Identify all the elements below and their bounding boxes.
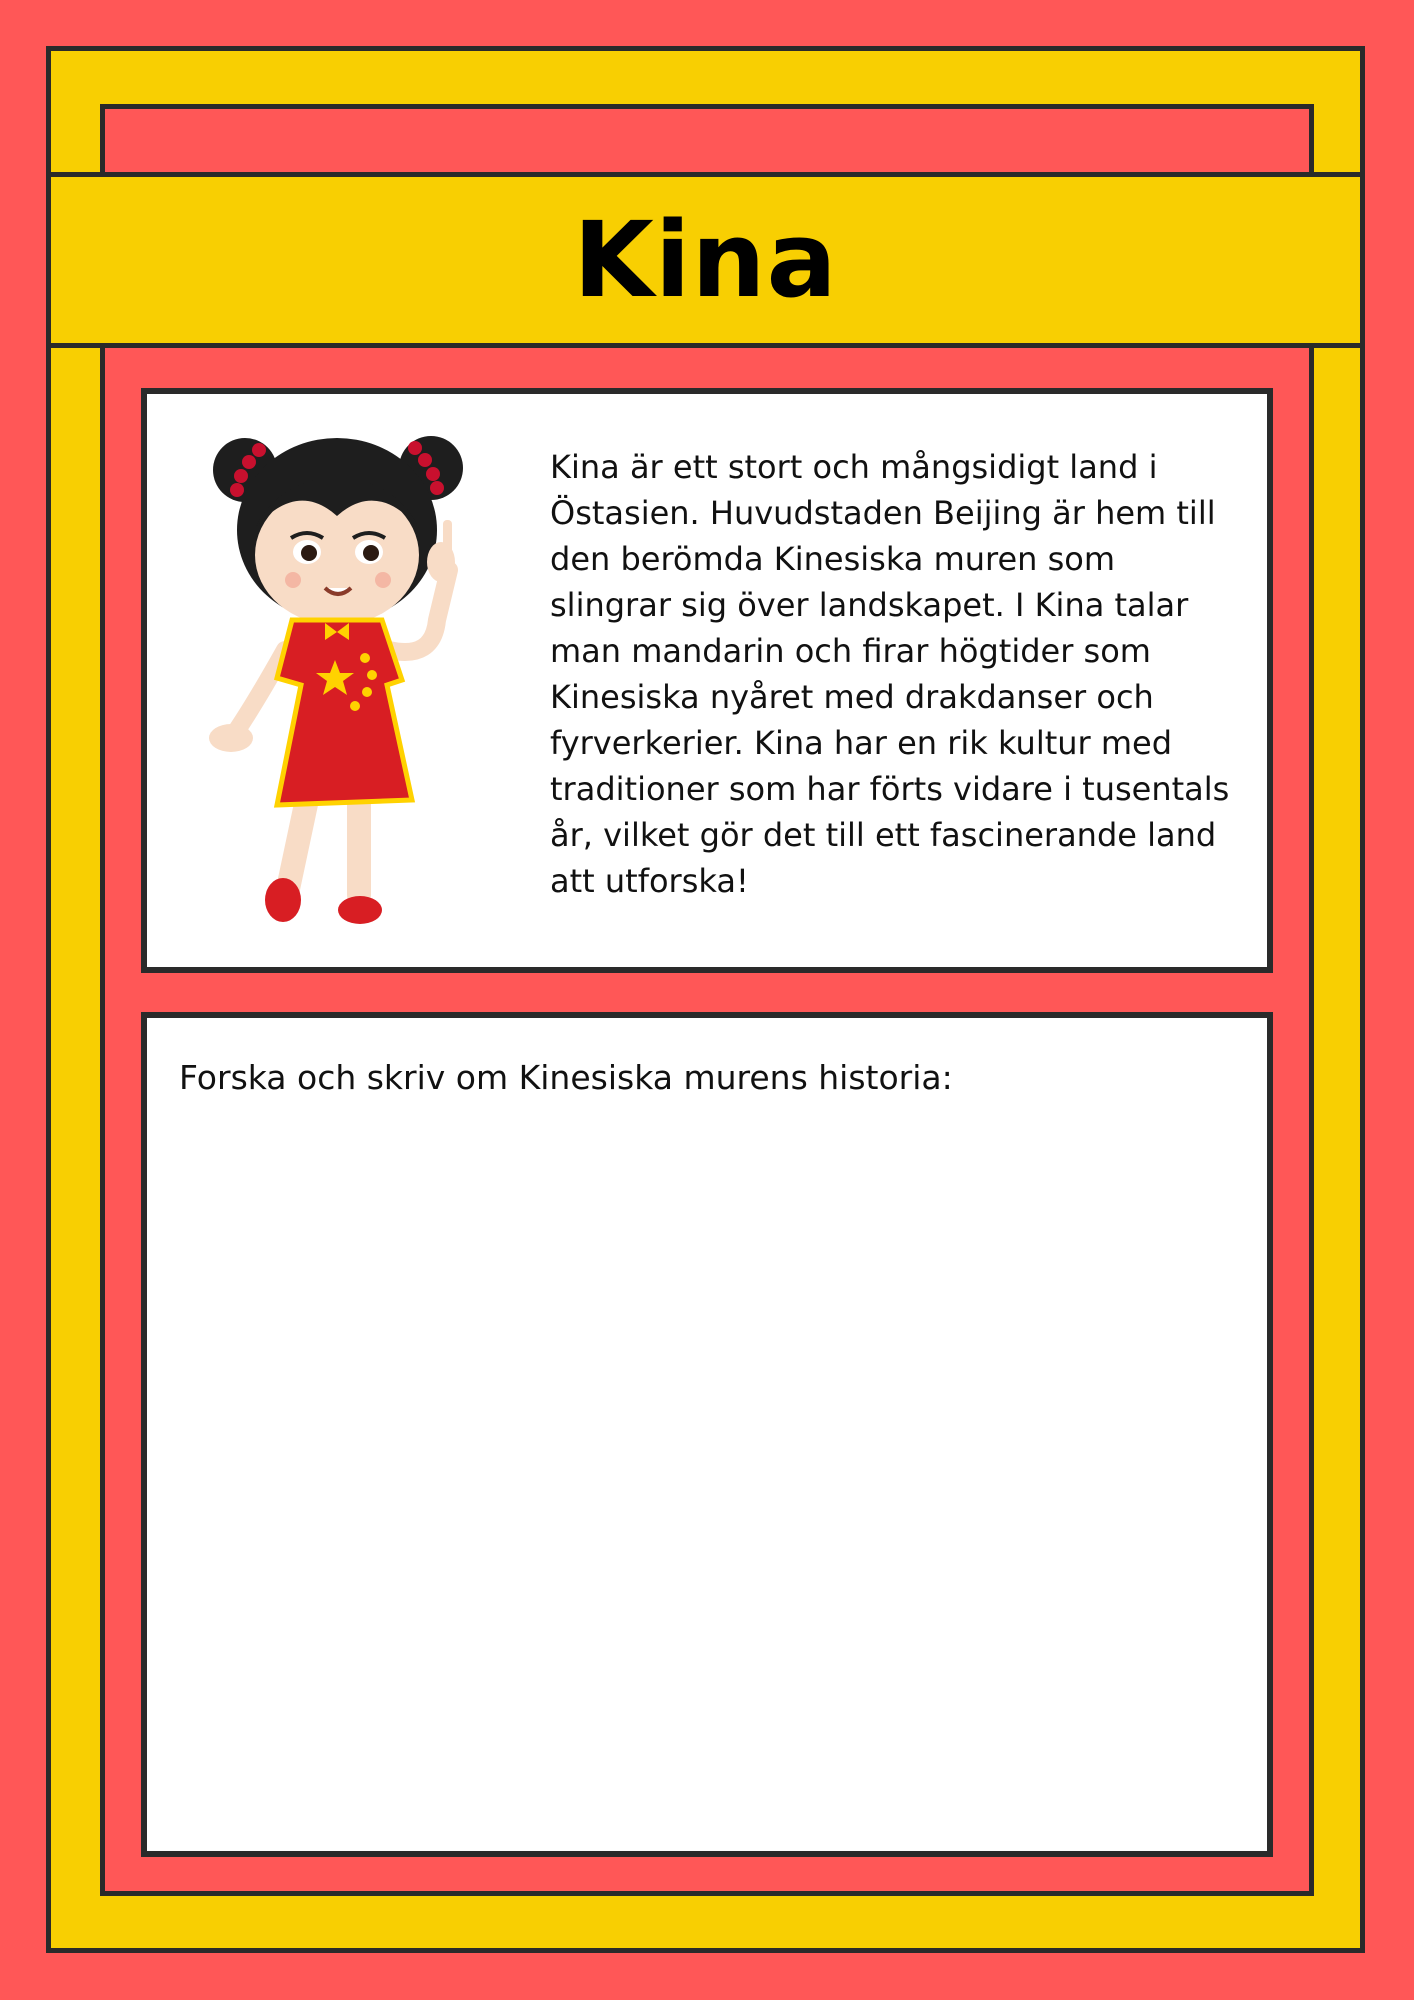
country-description: Kina är ett stort och mångsidigt land i Östasien. Huvudstaden Beijing är hem till den berömda Kinesiska muren som slingrar sig över landskapet. I Kina talar man mandarin och firar högtider som Kinesiska nyåret med drakdanser och fyrverkerier. Kina har en rik kultur med traditioner som har förts vidare i tusentals år, vilket gör det till ett fascinerande land att utforska!	[550, 448, 1230, 900]
title-banner	[46, 172, 1365, 348]
writing-task-box[interactable]	[141, 1012, 1273, 1857]
task-prompt: Forska och skriv om Kinesiska murens historia:	[179, 1058, 953, 1097]
girl-illustration	[197, 420, 487, 930]
page-title: Kina	[573, 199, 838, 321]
info-card	[141, 388, 1273, 973]
